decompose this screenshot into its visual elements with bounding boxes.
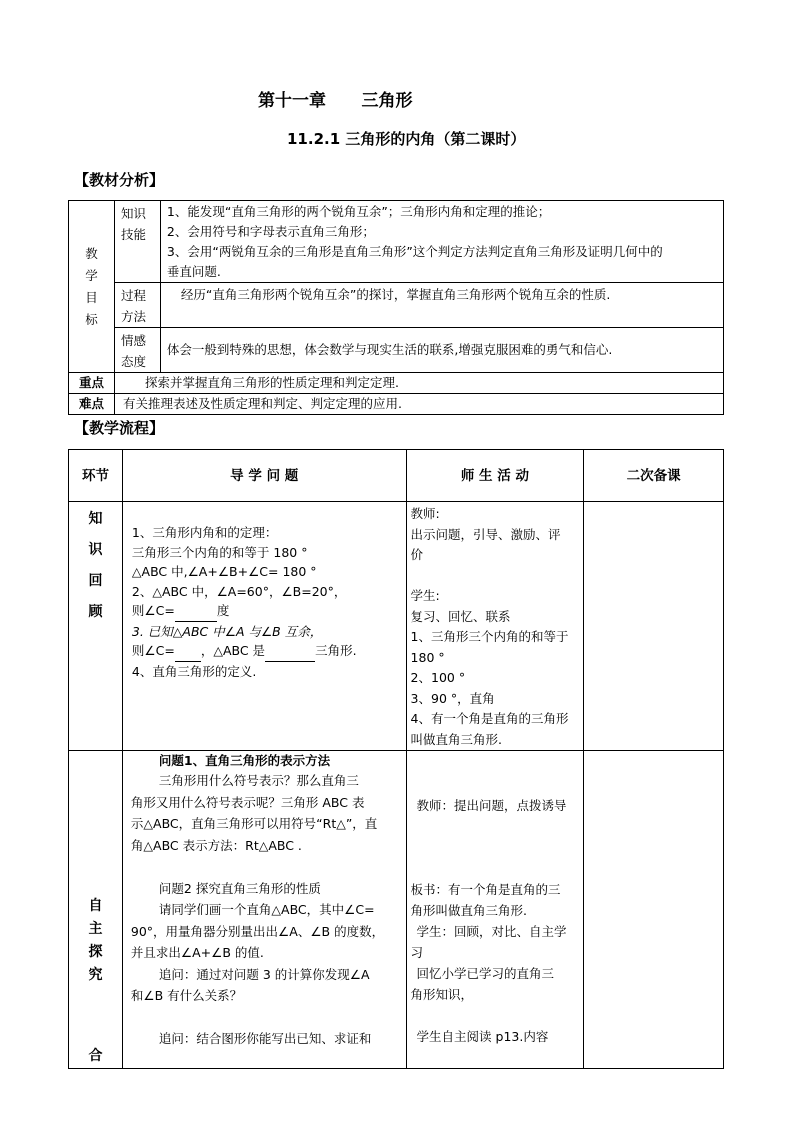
question-line: 角△ABC 表示方法：Rt△ABC . [130,837,302,853]
emotion-goals [160,328,723,373]
question-text: 则∠C= [131,643,175,658]
stage-char: 究 [88,967,103,983]
question-text: 三角形. [315,643,357,658]
row-label-text: 情感 [120,333,146,348]
activity-line: 叫做直角三角形. [410,731,503,747]
stage-char: 识 [88,542,103,558]
row-label-knowledge [114,201,160,283]
activity-line: 180 ° [410,649,445,665]
row-label-emotion [114,328,160,373]
stage-char: 合 [88,1048,103,1064]
process-goals [160,283,723,328]
chapter-title: 第十一章 三角形 [258,91,413,111]
question-line [132,641,402,662]
header-guide-questions: 导 学 问 题 [122,450,406,502]
goal-label-char: 目 [85,289,98,305]
lesson-title: 11.2.1 三角形的内角（第二课时） [287,130,526,148]
goal-line: 3、会用“两锐角互余的三角形是直角三角形”这个判定方法判定直角三角形及证明几何中的 [166,244,663,259]
goal-label-char: 学 [85,267,98,283]
stage-char: 顾 [88,604,103,620]
question-line: 4、直角三角形的定义. [131,663,257,679]
teaching-flow-table [68,449,724,1069]
question-line: 三角形用什么符号表示？那么直角三 [158,773,359,788]
question-line [131,1007,402,1029]
activity-line: 3、90 °，直角 [410,690,495,706]
activity-line: 4、有一个角是直角的三角形 [410,711,569,726]
stage-char: 知 [88,511,103,527]
goal-line: 垂直问题. [166,264,221,279]
row-label-text: 技能 [120,227,146,242]
explore-questions [122,751,406,1069]
question-heading: 问题1、直角三角形的表示方法 [158,753,331,768]
question-line: 1、三角形内角和的定理： [131,525,278,540]
activity-line: 2、100 ° [410,670,466,685]
header-stage: 环节 [69,450,123,502]
second-prep-cell [584,502,724,751]
section-heading-analysis: 【教材分析】 [74,171,165,189]
knowledge-goals [160,201,723,283]
activity-line: 教师: [410,506,440,521]
question-line: △ABC 中,∠A+∠B+∠C= 180 ° [131,564,317,579]
question-line [131,856,402,878]
activity-line: 习 [410,945,424,960]
activity-line: 角形叫做直角三角形. [410,903,528,918]
question-text: ，△ABC 是 [200,643,266,658]
activity-line: 回忆小学已学习的直角三 [416,966,555,981]
question-line: 追问：结合图形你能写出已知、求证和 [158,1031,372,1046]
stage-char: 回 [88,573,103,589]
row-label-text: 方法 [120,309,146,324]
activity-line: 1、三角形三个内角的和等于 [410,629,569,644]
activity-line: 学生自主阅读 p13.内容 [416,1029,549,1044]
question-heading: 问题2 探究直角三角形的性质 [158,880,321,896]
question-line: 90°，用量角器分别量出出∠A、∠B 的度数， [130,923,385,939]
activity-line: 学生: [410,588,440,603]
activity-line [411,858,580,879]
activity-line: 板书：有一个角是直角的三 [410,882,561,897]
question-line [132,601,402,622]
difficulty-label: 难点 [69,394,115,415]
stage-char: 探 [88,944,103,960]
answer-blank [175,601,217,622]
goal-label-cell [69,201,115,373]
question-line: 角形又用什么符号表示呢？三角形 ABC 表 [130,794,365,810]
row-label-process [114,283,160,328]
activity-line [411,816,580,837]
explore-activities [406,751,584,1069]
activity-line: 复习、回忆、联系 [410,608,511,624]
review-activities [406,502,584,751]
answer-blank [175,641,201,662]
question-line: 和∠B 有什么关系？ [130,988,243,1003]
question-line: 示△ABC，直角三角形可以用符号“Rt△”，直 [130,816,378,831]
question-line: 追问：通过对问题 3 的计算你发现∠A [158,966,370,982]
activity-line: 价 [410,547,424,562]
key-point-label: 重点 [69,373,115,394]
header-activities: 师 生 活 动 [406,450,584,502]
goal-line: 2、会用符号和字母表示直角三角形； [166,224,375,239]
stage-knowledge-review [69,502,123,751]
goal-line: 经历“直角三角形两个锐角互余”的探讨，掌握直角三角形两个锐角互余的性质. [180,287,611,302]
stage-self-explore [69,751,123,1069]
activity-line: 教师：提出问题，点拨诱导 [416,798,567,813]
key-point-text: 探索并掌握直角三角形的性质定理和判定定理. [114,373,723,394]
second-prep-cell [584,751,724,1069]
question-line: 2、△ABC 中，∠A=60°，∠B=20°， [131,583,347,599]
activity-line: 角形知识， [410,987,474,1002]
question-line: 请同学们画一个直角△ABC，其中∠C= [158,902,375,917]
row-label-text: 过程 [120,288,146,303]
activity-line: 出示问题，引导、激励、评 [410,526,561,542]
question-line: 3. 已知△ABC 中∠A 与∠B 互余， [131,623,323,639]
row-label-text: 态度 [120,354,146,369]
stage-char: 主 [88,921,103,937]
goal-line: 体会一般到特殊的思想，体会数学与现实生活的联系,增强克服困难的勇气和信心. [166,342,613,357]
review-questions [122,502,406,751]
goal-label-char: 标 [85,311,98,327]
stage-char: 自 [88,898,103,914]
goal-line: 1、能发现“直角三角形的两个锐角互余”；三角形内角和定理的推论； [166,204,551,219]
activity-line [411,566,580,587]
row-label-text: 知识 [120,206,146,221]
header-second-prep: 二次备课 [584,450,724,502]
answer-blank [265,641,315,662]
question-line: 三角形三个内角的和等于 180 ° [131,544,308,560]
question-line: 并且求出∠A+∠B 的值. [130,945,264,960]
analysis-table [68,200,724,415]
question-text: 则∠C= [131,603,175,618]
section-heading-flow: 【教学流程】 [74,419,165,437]
question-text: 度 [216,603,230,618]
activity-line [411,837,580,858]
difficulty-text: 有关推理表述及性质定理和判定、判定定理的应用. [114,394,723,415]
activity-line: 学生：回顾，对比、自主学 [416,924,567,939]
goal-label-char: 教 [85,245,98,261]
activity-line [411,1005,580,1026]
